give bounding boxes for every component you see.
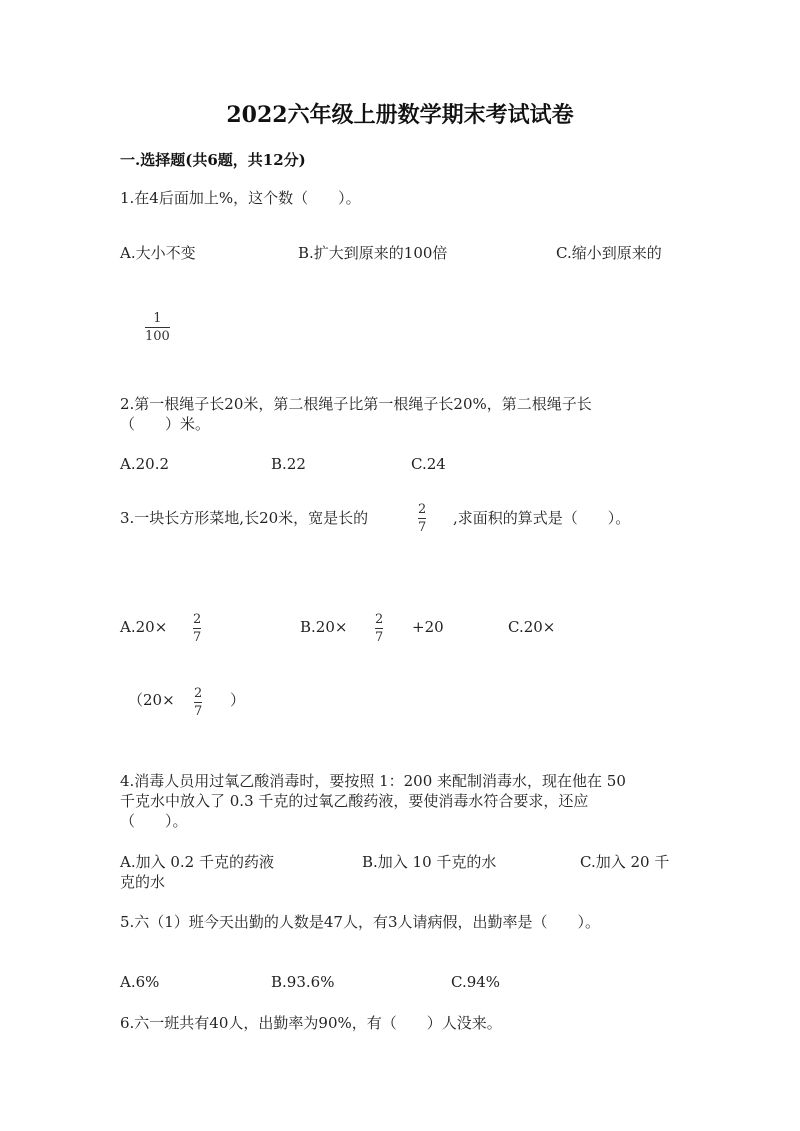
question-3-option-a-fraction	[193, 612, 201, 645]
question-2-option-b: B.22	[271, 455, 306, 473]
question-5-stem: 5.六（1）班今天出勤的人数是47人，有3人请病假，出勤率是（ ）。	[120, 913, 600, 931]
fraction-denominator: 7	[375, 630, 384, 645]
question-2-stem-line1: 2.第一根绳子长20米，第二根绳子比第一根绳子长20%，第二根绳子长	[120, 395, 592, 413]
fraction-denominator: 100	[145, 329, 170, 344]
question-2-option-a: A.20.2	[120, 455, 169, 473]
fraction-numerator: 2	[375, 612, 384, 627]
question-4-option-c: C.加入 20 千	[580, 853, 670, 871]
question-5-option-c: C.94%	[451, 973, 501, 991]
question-3-option-c: C.20×	[508, 618, 556, 636]
fraction-numerator: 1	[153, 311, 162, 326]
question-5-option-b: B.93.6%	[271, 973, 335, 991]
fraction-bar	[375, 628, 383, 629]
fraction-numerator: 2	[193, 612, 202, 627]
fraction-bar	[193, 628, 201, 629]
question-4-option-a: A.加入 0.2 千克的药液	[120, 853, 274, 871]
fraction-bar	[194, 702, 202, 703]
question-3-option-b-fraction	[375, 612, 383, 645]
question-1-option-b: B.扩大到原来的100倍	[298, 244, 448, 262]
page-title: 2022六年级上册数学期末考试试卷	[226, 102, 574, 128]
question-1-option-a: A.大小不变	[120, 244, 196, 262]
question-5-option-a: A.6%	[120, 973, 160, 991]
question-4-stem-line3: （ ）。	[120, 812, 188, 830]
question-6-stem: 6.六一班共有40人，出勤率为90%，有（ ）人没来。	[120, 1014, 502, 1032]
fraction-numerator: 2	[194, 686, 203, 701]
fraction-numerator: 2	[418, 502, 427, 517]
fraction-bar	[145, 327, 170, 328]
question-1-stem: 1.在4后面加上%，这个数（ ）。	[120, 189, 361, 207]
section-heading: 一.选择题(共6题，共12分)	[120, 151, 306, 169]
question-4-stem-line2: 千克水中放入了 0.3 千克的过氧乙酸药液，要使消毒水符合要求，还应	[120, 792, 589, 810]
question-4-option-b: B.加入 10 千克的水	[362, 853, 497, 871]
question-3-option-c-close: ）	[230, 691, 246, 709]
question-2-stem-line2: （ ）米。	[120, 415, 211, 433]
question-3-option-b-suffix: +20	[412, 618, 444, 636]
question-3-fraction	[418, 502, 426, 535]
question-1-option-c: C.缩小到原来的	[556, 244, 662, 262]
question-3-option-c-fraction	[194, 686, 202, 719]
question-3-option-b: B.20×	[300, 618, 348, 636]
fraction-bar	[418, 518, 426, 519]
question-3-stem-after: ,求面积的算式是（ ）。	[453, 509, 631, 527]
fraction-denominator: 7	[194, 704, 203, 719]
question-4-stem-line1: 4.消毒人员用过氧乙酸消毒时，要按照 1：200 来配制消毒水，现在他在 50	[120, 772, 626, 790]
fraction-denominator: 7	[193, 630, 202, 645]
question-3-option-c-line2: （20×	[128, 691, 175, 709]
question-2-option-c: C.24	[411, 455, 446, 473]
question-3-option-a: A.20×	[120, 618, 168, 636]
fraction-denominator: 7	[418, 520, 427, 535]
question-3-stem-before: 3.一块长方形菜地,长20米，宽是长的	[120, 509, 369, 527]
question-1-fraction	[145, 311, 170, 344]
question-4-option-c-line2: 克的水	[120, 873, 166, 891]
